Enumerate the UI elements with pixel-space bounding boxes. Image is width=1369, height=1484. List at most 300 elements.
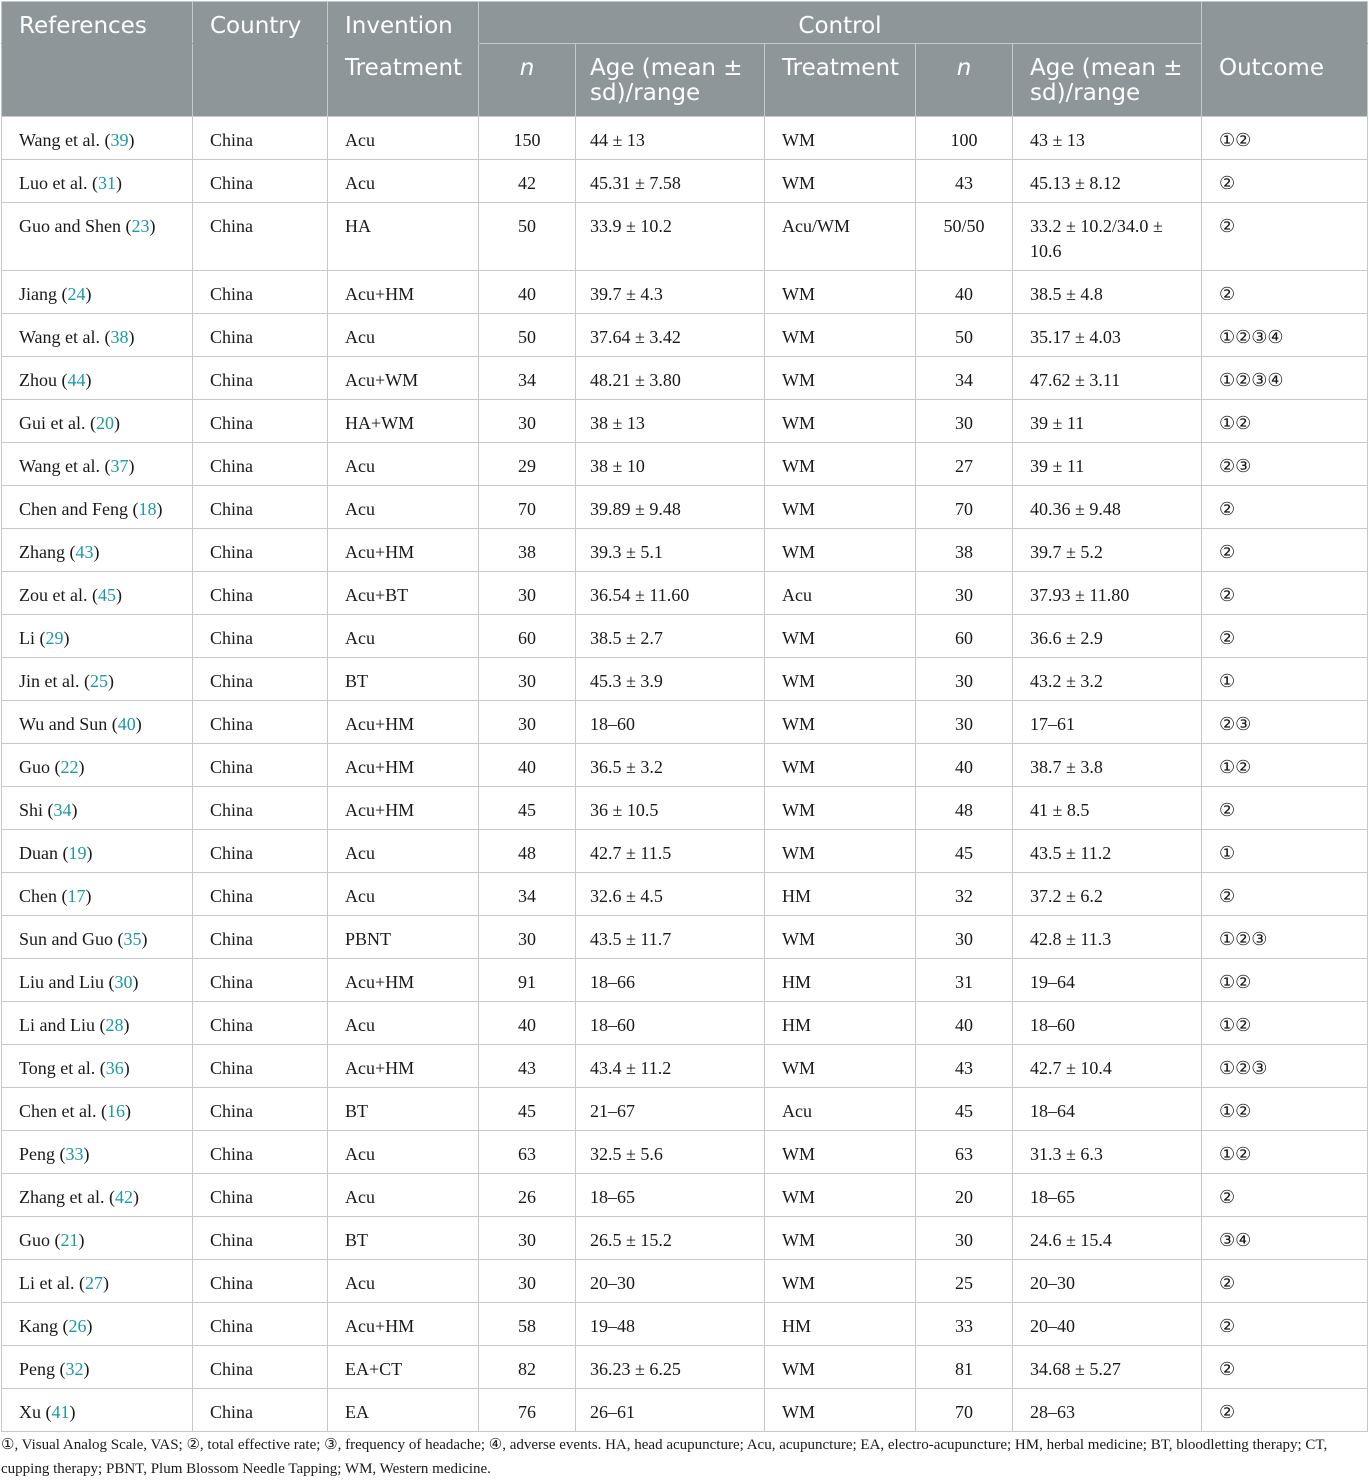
- cell-control-n: 27: [916, 443, 1013, 486]
- table-row: [2, 1174, 1368, 1217]
- table-row: [2, 117, 1368, 160]
- reference-author: Jin et al.: [19, 671, 80, 691]
- cell-outcome: ②: [1202, 486, 1368, 529]
- cell-invention-age: 38 ± 13: [576, 400, 765, 443]
- cell-control-n: 40: [916, 271, 1013, 314]
- reference-author: Li and Liu: [19, 1015, 95, 1035]
- cell-country: China: [193, 787, 328, 830]
- cell-outcome: ①②: [1202, 1088, 1368, 1131]
- cell-control-age: 41 ± 8.5: [1013, 787, 1202, 830]
- table-row: [2, 314, 1368, 357]
- cell-country: China: [193, 1303, 328, 1346]
- cell-control-treatment: WM: [765, 443, 916, 486]
- table-row: [2, 1346, 1368, 1389]
- reference-author: Tong et al.: [19, 1058, 96, 1078]
- cell-invention-age: 36.5 ± 3.2: [576, 744, 765, 787]
- table-row: [2, 1131, 1368, 1174]
- reference-author: Gui et al.: [19, 413, 86, 433]
- cell-invention-n: 30: [479, 1217, 576, 1260]
- cell-control-age: 35.17 ± 4.03: [1013, 314, 1202, 357]
- cell-outcome: ②: [1202, 203, 1368, 271]
- cell-country: China: [193, 744, 328, 787]
- cell-control-n: 60: [916, 615, 1013, 658]
- cell-invention-n: 50: [479, 203, 576, 271]
- reference-number-link[interactable]: 31: [97, 173, 116, 193]
- cell-outcome: ①②: [1202, 1002, 1368, 1045]
- reference-author: Wang et al.: [19, 130, 101, 150]
- cell-invention-age: 39.7 ± 4.3: [576, 271, 765, 314]
- header-references-cont: [2, 44, 193, 117]
- cell-reference: Gui et al. (20): [2, 400, 193, 443]
- header-blank: [1202, 2, 1368, 44]
- reference-number-link[interactable]: 19: [68, 843, 87, 863]
- reference-author: Jiang: [19, 284, 57, 304]
- cell-invention-n: 30: [479, 916, 576, 959]
- cell-invention-treatment: Acu+HM: [328, 1045, 479, 1088]
- cell-reference: Luo et al. (31): [2, 160, 193, 203]
- cell-invention-age: 26.5 ± 15.2: [576, 1217, 765, 1260]
- table-row: [2, 529, 1368, 572]
- cell-invention-treatment: EA: [328, 1389, 479, 1432]
- reference-author: Wu and Sun: [19, 714, 108, 734]
- cell-country: China: [193, 160, 328, 203]
- cell-control-age: 20–40: [1013, 1303, 1202, 1346]
- header-country: Country: [193, 2, 328, 44]
- cell-outcome: ①: [1202, 830, 1368, 873]
- cell-control-age: 39 ± 11: [1013, 443, 1202, 486]
- cell-reference: Peng (33): [2, 1131, 193, 1174]
- reference-number-link[interactable]: 21: [60, 1230, 79, 1250]
- cell-outcome: ①②: [1202, 959, 1368, 1002]
- cell-outcome: ③④: [1202, 1217, 1368, 1260]
- cell-invention-n: 34: [479, 873, 576, 916]
- cell-control-age: 43 ± 13: [1013, 117, 1202, 160]
- cell-country: China: [193, 1389, 328, 1432]
- cell-outcome: ①: [1202, 658, 1368, 701]
- cell-reference: Li et al. (27): [2, 1260, 193, 1303]
- reference-number-link[interactable]: 34: [53, 800, 72, 820]
- cell-invention-treatment: Acu: [328, 314, 479, 357]
- table-row: [2, 271, 1368, 314]
- reference-number-link[interactable]: 37: [110, 456, 129, 476]
- cell-control-age: 43.5 ± 11.2: [1013, 830, 1202, 873]
- cell-control-treatment: WM: [765, 658, 916, 701]
- reference-author: Shi: [19, 800, 44, 820]
- cell-outcome: ①②: [1202, 400, 1368, 443]
- cell-control-age: 43.2 ± 3.2: [1013, 658, 1202, 701]
- cell-control-treatment: WM: [765, 1217, 916, 1260]
- reference-number-link[interactable]: 25: [90, 671, 108, 691]
- cell-control-n: 50/50: [916, 203, 1013, 271]
- cell-invention-age: 39.3 ± 5.1: [576, 529, 765, 572]
- cell-country: China: [193, 314, 328, 357]
- cell-invention-age: 38 ± 10: [576, 443, 765, 486]
- reference-number-link[interactable]: 26: [68, 1316, 87, 1336]
- reference-number-link[interactable]: 43: [75, 542, 94, 562]
- cell-country: China: [193, 1260, 328, 1303]
- reference-number-link[interactable]: 29: [45, 628, 64, 648]
- study-characteristics-table: [1, 1, 1368, 1432]
- cell-reference: Tong et al. (36): [2, 1045, 193, 1088]
- cell-invention-age: 19–48: [576, 1303, 765, 1346]
- header-inv-n: n: [479, 44, 576, 117]
- reference-author: Li et al.: [19, 1273, 75, 1293]
- reference-author: Guo: [19, 757, 50, 777]
- cell-reference: Jin et al. (25): [2, 658, 193, 701]
- reference-number-link[interactable]: 35: [123, 929, 142, 949]
- cell-control-n: 63: [916, 1131, 1013, 1174]
- cell-invention-n: 40: [479, 271, 576, 314]
- cell-control-treatment: HM: [765, 873, 916, 916]
- cell-control-n: 50: [916, 314, 1013, 357]
- cell-control-treatment: WM: [765, 916, 916, 959]
- cell-reference: Wang et al. (39): [2, 117, 193, 160]
- reference-author: Zhang et al.: [19, 1187, 105, 1207]
- reference-number-link[interactable]: 16: [106, 1101, 125, 1121]
- cell-outcome: ②: [1202, 529, 1368, 572]
- cell-reference: Zhou (44): [2, 357, 193, 400]
- header-country-cont: [193, 44, 328, 117]
- cell-control-treatment: WM: [765, 486, 916, 529]
- cell-country: China: [193, 959, 328, 1002]
- cell-reference: Li and Liu (28): [2, 1002, 193, 1045]
- cell-invention-treatment: PBNT: [328, 916, 479, 959]
- cell-control-treatment: WM: [765, 787, 916, 830]
- cell-outcome: ②: [1202, 572, 1368, 615]
- cell-invention-age: 32.6 ± 4.5: [576, 873, 765, 916]
- cell-country: China: [193, 400, 328, 443]
- cell-control-n: 40: [916, 744, 1013, 787]
- reference-number-link[interactable]: 22: [60, 757, 79, 777]
- cell-control-treatment: WM: [765, 400, 916, 443]
- cell-control-treatment: HM: [765, 959, 916, 1002]
- cell-control-age: 31.3 ± 6.3: [1013, 1131, 1202, 1174]
- cell-invention-treatment: Acu+HM: [328, 787, 479, 830]
- header-references: References: [2, 2, 193, 44]
- cell-control-n: 45: [916, 830, 1013, 873]
- reference-author: Guo and Shen: [19, 216, 121, 236]
- cell-control-n: 32: [916, 873, 1013, 916]
- reference-number-link[interactable]: 32: [65, 1359, 84, 1379]
- table-header: [2, 2, 1368, 117]
- header-inv-age: Age (mean ± sd)/range: [576, 44, 765, 117]
- cell-invention-n: 34: [479, 357, 576, 400]
- reference-author: Zou et al.: [19, 585, 88, 605]
- cell-country: China: [193, 1088, 328, 1131]
- header-ctrl-n: n: [916, 44, 1013, 117]
- reference-author: Wang et al.: [19, 327, 101, 347]
- cell-control-treatment: WM: [765, 160, 916, 203]
- cell-control-treatment: HM: [765, 1303, 916, 1346]
- table-row: [2, 1045, 1368, 1088]
- cell-control-age: 38.5 ± 4.8: [1013, 271, 1202, 314]
- cell-control-n: 70: [916, 486, 1013, 529]
- cell-invention-n: 30: [479, 701, 576, 744]
- cell-invention-age: 36.54 ± 11.60: [576, 572, 765, 615]
- cell-outcome: ②: [1202, 1303, 1368, 1346]
- cell-control-age: 20–30: [1013, 1260, 1202, 1303]
- table-row: [2, 1002, 1368, 1045]
- cell-invention-n: 29: [479, 443, 576, 486]
- table-footnote: ①, Visual Analog Scale, VAS; ②, total effective rate; ③, frequency of headache; ④, adverse events. HA, head acupuncture; Acu, acupuncture; EA, electro-acupuncture; HM, herbal medicine; BT, bloodletting therapy; CT, cupping therapy; PBNT, Plum Blossom Needle Tapping; WM, Western medicine.: [1, 1437, 1328, 1477]
- cell-reference: Zhang (43): [2, 529, 193, 572]
- reference-author: Duan: [19, 843, 58, 863]
- cell-control-age: 24.6 ± 15.4: [1013, 1217, 1202, 1260]
- cell-control-age: 33.2 ± 10.2/34.0 ± 10.6: [1013, 203, 1202, 271]
- cell-invention-treatment: HA: [328, 203, 479, 271]
- cell-invention-age: 18–60: [576, 701, 765, 744]
- reference-author: Guo: [19, 1230, 50, 1250]
- cell-outcome: ②: [1202, 615, 1368, 658]
- cell-reference: Wang et al. (37): [2, 443, 193, 486]
- cell-control-treatment: WM: [765, 357, 916, 400]
- cell-country: China: [193, 658, 328, 701]
- cell-invention-age: 42.7 ± 11.5: [576, 830, 765, 873]
- reference-number-link[interactable]: 40: [117, 714, 136, 734]
- cell-country: China: [193, 572, 328, 615]
- cell-outcome: ②: [1202, 1174, 1368, 1217]
- cell-invention-treatment: Acu+WM: [328, 357, 479, 400]
- cell-control-age: 18–60: [1013, 1002, 1202, 1045]
- reference-author: Peng: [19, 1359, 55, 1379]
- cell-control-n: 100: [916, 117, 1013, 160]
- cell-control-n: 40: [916, 1002, 1013, 1045]
- cell-reference: Guo (22): [2, 744, 193, 787]
- cell-country: China: [193, 830, 328, 873]
- table-row: [2, 486, 1368, 529]
- table-row: [2, 1088, 1368, 1131]
- cell-invention-treatment: BT: [328, 1217, 479, 1260]
- reference-number-link[interactable]: 38: [110, 327, 129, 347]
- cell-invention-age: 32.5 ± 5.6: [576, 1131, 765, 1174]
- cell-invention-treatment: Acu+HM: [328, 1303, 479, 1346]
- cell-invention-age: 21–67: [576, 1088, 765, 1131]
- cell-control-treatment: WM: [765, 1174, 916, 1217]
- cell-control-n: 20: [916, 1174, 1013, 1217]
- reference-number-link[interactable]: 18: [138, 499, 157, 519]
- cell-outcome: ②: [1202, 271, 1368, 314]
- cell-country: China: [193, 1131, 328, 1174]
- cell-invention-treatment: BT: [328, 1088, 479, 1131]
- reference-number-link[interactable]: 36: [105, 1058, 124, 1078]
- cell-invention-n: 45: [479, 1088, 576, 1131]
- cell-outcome: ①②③: [1202, 1045, 1368, 1088]
- cell-control-treatment: Acu/WM: [765, 203, 916, 271]
- table-row: [2, 1303, 1368, 1346]
- cell-invention-treatment: Acu: [328, 830, 479, 873]
- reference-number-link[interactable]: 41: [51, 1402, 70, 1422]
- table-row: [2, 1389, 1368, 1432]
- cell-control-age: 18–64: [1013, 1088, 1202, 1131]
- reference-author: Zhou: [19, 370, 57, 390]
- cell-invention-n: 82: [479, 1346, 576, 1389]
- cell-invention-age: 18–66: [576, 959, 765, 1002]
- cell-control-n: 30: [916, 400, 1013, 443]
- cell-invention-age: 36.23 ± 6.25: [576, 1346, 765, 1389]
- table-row: [2, 873, 1368, 916]
- table-row: [2, 830, 1368, 873]
- cell-control-treatment: WM: [765, 1260, 916, 1303]
- table-row: [2, 1260, 1368, 1303]
- cell-country: China: [193, 1045, 328, 1088]
- reference-number-link[interactable]: 39: [110, 130, 129, 150]
- cell-invention-treatment: Acu: [328, 873, 479, 916]
- cell-invention-n: 38: [479, 529, 576, 572]
- cell-invention-treatment: Acu: [328, 443, 479, 486]
- cell-invention-age: 18–65: [576, 1174, 765, 1217]
- cell-outcome: ①②③④: [1202, 314, 1368, 357]
- cell-control-age: 37.2 ± 6.2: [1013, 873, 1202, 916]
- table-row: [2, 443, 1368, 486]
- cell-control-n: 43: [916, 1045, 1013, 1088]
- cell-invention-treatment: EA+CT: [328, 1346, 479, 1389]
- cell-control-age: 45.13 ± 8.12: [1013, 160, 1202, 203]
- cell-invention-n: 30: [479, 400, 576, 443]
- cell-invention-treatment: BT: [328, 658, 479, 701]
- reference-number-link[interactable]: 33: [65, 1144, 84, 1164]
- cell-control-n: 30: [916, 916, 1013, 959]
- cell-control-treatment: WM: [765, 1131, 916, 1174]
- cell-invention-treatment: Acu+HM: [328, 271, 479, 314]
- reference-author: Wang et al.: [19, 456, 101, 476]
- reference-author: Chen: [19, 886, 57, 906]
- cell-reference: Liu and Liu (30): [2, 959, 193, 1002]
- table-row: [2, 701, 1368, 744]
- header-outcome: Outcome: [1202, 44, 1368, 117]
- table-row: [2, 916, 1368, 959]
- cell-country: China: [193, 486, 328, 529]
- cell-control-n: 30: [916, 701, 1013, 744]
- cell-control-age: 39 ± 11: [1013, 400, 1202, 443]
- table-row: [2, 357, 1368, 400]
- reference-author: Kang: [19, 1316, 58, 1336]
- cell-country: China: [193, 271, 328, 314]
- cell-invention-age: 43.4 ± 11.2: [576, 1045, 765, 1088]
- cell-invention-n: 60: [479, 615, 576, 658]
- cell-outcome: ②③: [1202, 443, 1368, 486]
- cell-control-n: 30: [916, 1217, 1013, 1260]
- cell-control-age: 34.68 ± 5.27: [1013, 1346, 1202, 1389]
- cell-country: China: [193, 1174, 328, 1217]
- cell-outcome: ①②③: [1202, 916, 1368, 959]
- cell-outcome: ②: [1202, 787, 1368, 830]
- reference-number-link[interactable]: 28: [105, 1015, 124, 1035]
- reference-number-link[interactable]: 44: [67, 370, 86, 390]
- reference-number-link[interactable]: 45: [97, 585, 116, 605]
- cell-country: China: [193, 916, 328, 959]
- table-row: [2, 160, 1368, 203]
- reference-number-link[interactable]: 17: [67, 886, 86, 906]
- cell-control-n: 30: [916, 658, 1013, 701]
- cell-invention-n: 42: [479, 160, 576, 203]
- cell-country: China: [193, 1002, 328, 1045]
- cell-country: China: [193, 1217, 328, 1260]
- cell-country: China: [193, 203, 328, 271]
- cell-outcome: ①②: [1202, 117, 1368, 160]
- cell-control-n: 81: [916, 1346, 1013, 1389]
- table-row: [2, 959, 1368, 1002]
- reference-author: Liu and Liu: [19, 972, 104, 992]
- cell-invention-n: 30: [479, 1260, 576, 1303]
- cell-invention-n: 70: [479, 486, 576, 529]
- cell-control-treatment: WM: [765, 615, 916, 658]
- cell-reference: Wang et al. (38): [2, 314, 193, 357]
- reference-number-link[interactable]: 42: [114, 1187, 133, 1207]
- reference-number-link[interactable]: 27: [84, 1273, 103, 1293]
- table-body: [2, 117, 1368, 1432]
- cell-invention-n: 30: [479, 658, 576, 701]
- cell-invention-treatment: Acu+HM: [328, 701, 479, 744]
- header-invention: Invention: [328, 2, 479, 44]
- cell-control-n: 25: [916, 1260, 1013, 1303]
- cell-reference: Duan (19): [2, 830, 193, 873]
- cell-outcome: ①②: [1202, 1131, 1368, 1174]
- cell-outcome: ①②③④: [1202, 357, 1368, 400]
- cell-country: China: [193, 873, 328, 916]
- cell-country: China: [193, 443, 328, 486]
- cell-reference: Li (29): [2, 615, 193, 658]
- cell-control-n: 48: [916, 787, 1013, 830]
- cell-control-age: 42.8 ± 11.3: [1013, 916, 1202, 959]
- cell-reference: Sun and Guo (35): [2, 916, 193, 959]
- cell-control-treatment: WM: [765, 314, 916, 357]
- reference-author: Chen et al.: [19, 1101, 97, 1121]
- cell-invention-n: 40: [479, 1002, 576, 1045]
- reference-number-link[interactable]: 24: [67, 284, 86, 304]
- reference-author: Xu: [19, 1402, 41, 1422]
- cell-control-age: 17–61: [1013, 701, 1202, 744]
- cell-invention-treatment: Acu: [328, 1174, 479, 1217]
- table-row: [2, 400, 1368, 443]
- cell-invention-n: 26: [479, 1174, 576, 1217]
- cell-outcome: ②: [1202, 1389, 1368, 1432]
- cell-outcome: ②: [1202, 1346, 1368, 1389]
- reference-number-link[interactable]: 30: [114, 972, 133, 992]
- cell-control-age: 28–63: [1013, 1389, 1202, 1432]
- cell-control-age: 36.6 ± 2.9: [1013, 615, 1202, 658]
- cell-control-treatment: WM: [765, 1389, 916, 1432]
- cell-invention-n: 63: [479, 1131, 576, 1174]
- cell-invention-treatment: Acu: [328, 1002, 479, 1045]
- cell-invention-age: 45.3 ± 3.9: [576, 658, 765, 701]
- cell-invention-age: 44 ± 13: [576, 117, 765, 160]
- reference-author: Li: [19, 628, 35, 648]
- cell-invention-treatment: Acu+BT: [328, 572, 479, 615]
- cell-invention-n: 50: [479, 314, 576, 357]
- cell-control-age: 18–65: [1013, 1174, 1202, 1217]
- cell-control-n: 38: [916, 529, 1013, 572]
- cell-invention-age: 20–30: [576, 1260, 765, 1303]
- reference-number-link[interactable]: 23: [131, 216, 150, 236]
- cell-outcome: ②: [1202, 1260, 1368, 1303]
- cell-control-treatment: Acu: [765, 572, 916, 615]
- cell-country: China: [193, 117, 328, 160]
- cell-control-age: 40.36 ± 9.48: [1013, 486, 1202, 529]
- cell-invention-treatment: Acu+HM: [328, 529, 479, 572]
- reference-number-link[interactable]: 20: [95, 413, 114, 433]
- cell-control-age: 47.62 ± 3.11: [1013, 357, 1202, 400]
- cell-country: China: [193, 701, 328, 744]
- table-row: [2, 744, 1368, 787]
- cell-reference: Jiang (24): [2, 271, 193, 314]
- cell-control-age: 38.7 ± 3.8: [1013, 744, 1202, 787]
- cell-country: China: [193, 357, 328, 400]
- cell-reference: Zhang et al. (42): [2, 1174, 193, 1217]
- cell-reference: Wu and Sun (40): [2, 701, 193, 744]
- cell-control-treatment: WM: [765, 1346, 916, 1389]
- cell-control-age: 39.7 ± 5.2: [1013, 529, 1202, 572]
- cell-control-n: 70: [916, 1389, 1013, 1432]
